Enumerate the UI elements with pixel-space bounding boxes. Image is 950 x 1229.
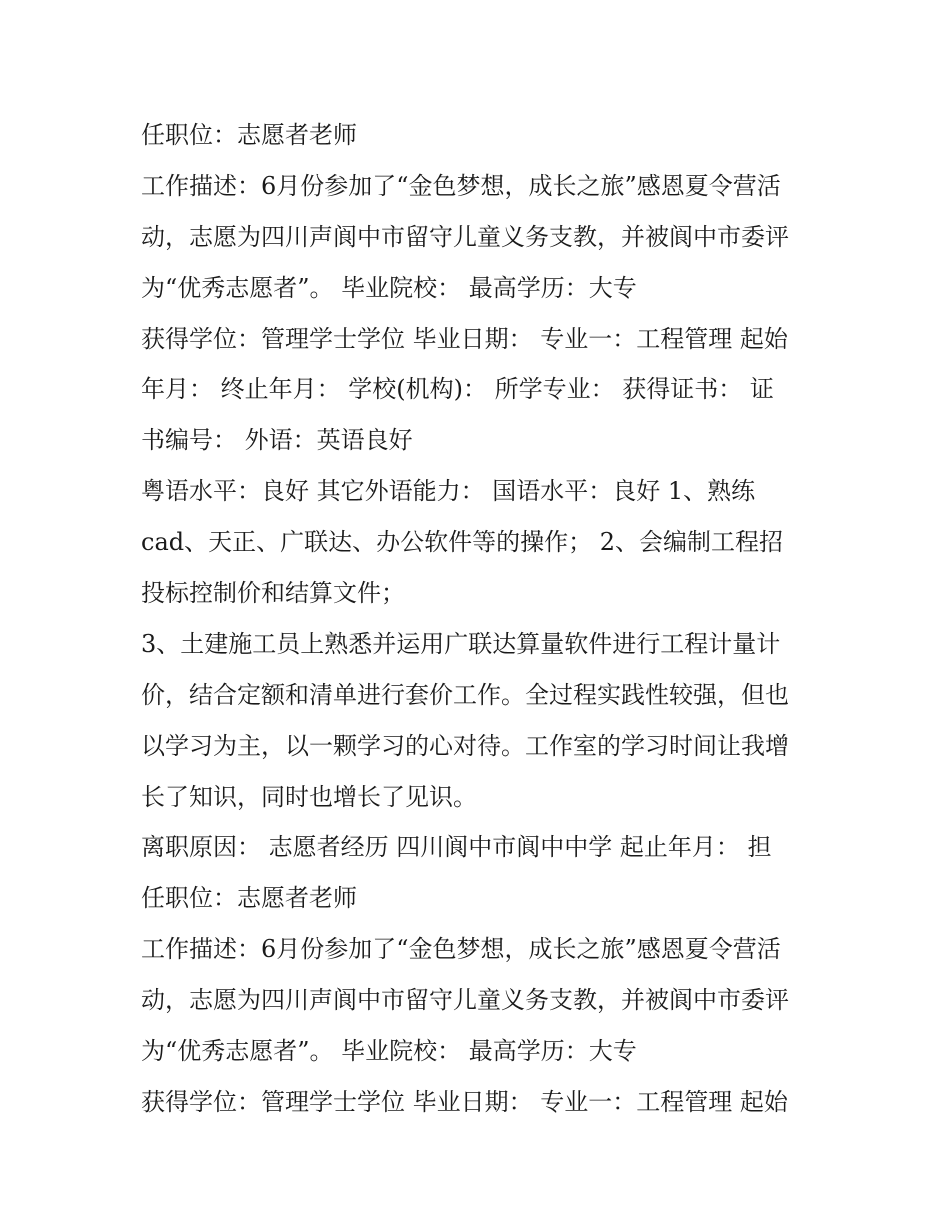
- text-line: 价，结合定额和清单进行套价工作。全过程实践性较强，但也: [141, 680, 789, 709]
- text-line: 工作描述：6月份参加了“金色梦想，成长之旅”感恩夏令营活: [141, 935, 781, 964]
- text-line: 任职位：志愿者老师: [141, 884, 357, 913]
- text-line: 年月： 终止年月： 学校(机构)： 所学专业： 获得证书： 证: [141, 375, 774, 404]
- text-line: 动，志愿为四川声阆中市留守儿童义务支教，并被阆中市委评: [141, 222, 789, 251]
- text-line: 以学习为主，以一颗学习的心对待。工作室的学习时间让我增: [141, 731, 789, 760]
- document-body: [141, 110, 831, 1128]
- text-line: 3、土建施工员上熟悉并运用广联达算量软件进行工程计量计: [141, 629, 781, 658]
- text-line: 投标控制价和结算文件；: [141, 579, 405, 608]
- text-line: 长了知识，同时也增长了见识。: [141, 782, 477, 811]
- text-line: 任职位：志愿者老师: [141, 121, 357, 149]
- text-line: cad、天正、广联达、办公软件等的操作； 2、会编制工程招: [141, 528, 784, 557]
- text-line: 动，志愿为四川声阆中市留守儿童义务支教，并被阆中市委评: [141, 986, 789, 1015]
- text-line: 书编号： 外语：英语良好: [141, 426, 413, 455]
- text-line: 离职原因： 志愿者经历 四川阆中市阆中中学 起止年月： 担: [141, 833, 772, 862]
- text-line: 粤语水平：良好 其它外语能力： 国语水平：良好 1、熟练: [141, 477, 756, 506]
- text-line: 工作描述：6月份参加了“金色梦想，成长之旅”感恩夏令营活: [141, 171, 781, 200]
- text-line: 获得学位：管理学士学位 毕业日期： 专业一：工程管理 起始: [141, 1087, 788, 1116]
- text-line: 为“优秀志愿者”。 毕业院校： 最高学历：大专: [141, 1037, 637, 1066]
- text-line: 为“优秀志愿者”。 毕业院校： 最高学历：大专: [141, 273, 637, 302]
- text-line: 获得学位：管理学士学位 毕业日期： 专业一：工程管理 起始: [141, 324, 788, 353]
